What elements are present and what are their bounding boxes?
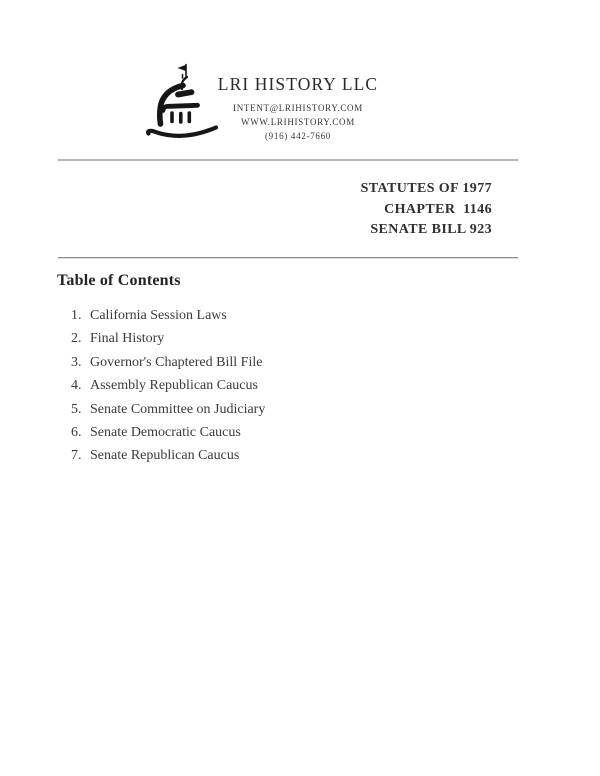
company-name: LRI HISTORY LLC [217,74,379,94]
toc-item-label: Senate Republican Caucus [90,448,240,464]
toc-item-label: Governor's Chaptered Bill File [90,354,263,370]
toc-item-label: California Session Laws [90,308,227,323]
divider-top [58,159,518,161]
contact-block [178,101,418,143]
toc-item [71,351,265,374]
toc-item [71,444,265,467]
toc-item [71,421,265,444]
toc-item-number: 1. [71,308,82,323]
chapter-line: CHAPTER 1146 [384,201,492,217]
toc-item-label: Senate Democratic Caucus [90,425,241,441]
statute-reference-block [361,179,492,241]
toc-item-number: 6. [71,425,82,441]
toc-item [71,398,265,421]
toc-list [71,304,265,468]
toc-item-label: Assembly Republican Caucus [90,378,258,394]
toc-item-number: 3. [71,354,82,370]
toc-item-label: Final History [90,331,165,347]
senate-bill-line: SENATE BILL 923 [370,222,492,237]
letterhead [178,74,418,143]
toc-item [71,327,265,350]
divider-bottom [58,257,518,258]
toc-item [71,374,265,397]
toc-item-number: 7. [71,448,82,464]
contact-website: WWW.LRIHISTORY.COM [241,117,355,127]
toc-item-number: 4. [71,378,82,394]
toc-item [71,304,265,327]
toc-item-label: Senate Committee on Judiciary [90,401,266,417]
toc-item-number: 2. [71,331,82,347]
contact-email: INTENT@LRIHISTORY.COM [233,103,363,113]
toc-title: Table of Contents [57,272,181,289]
statutes-line: STATUTES OF 1977 [360,181,492,196]
contact-phone: (916) 442-7660 [264,131,332,141]
toc-item-number: 5. [71,401,82,417]
